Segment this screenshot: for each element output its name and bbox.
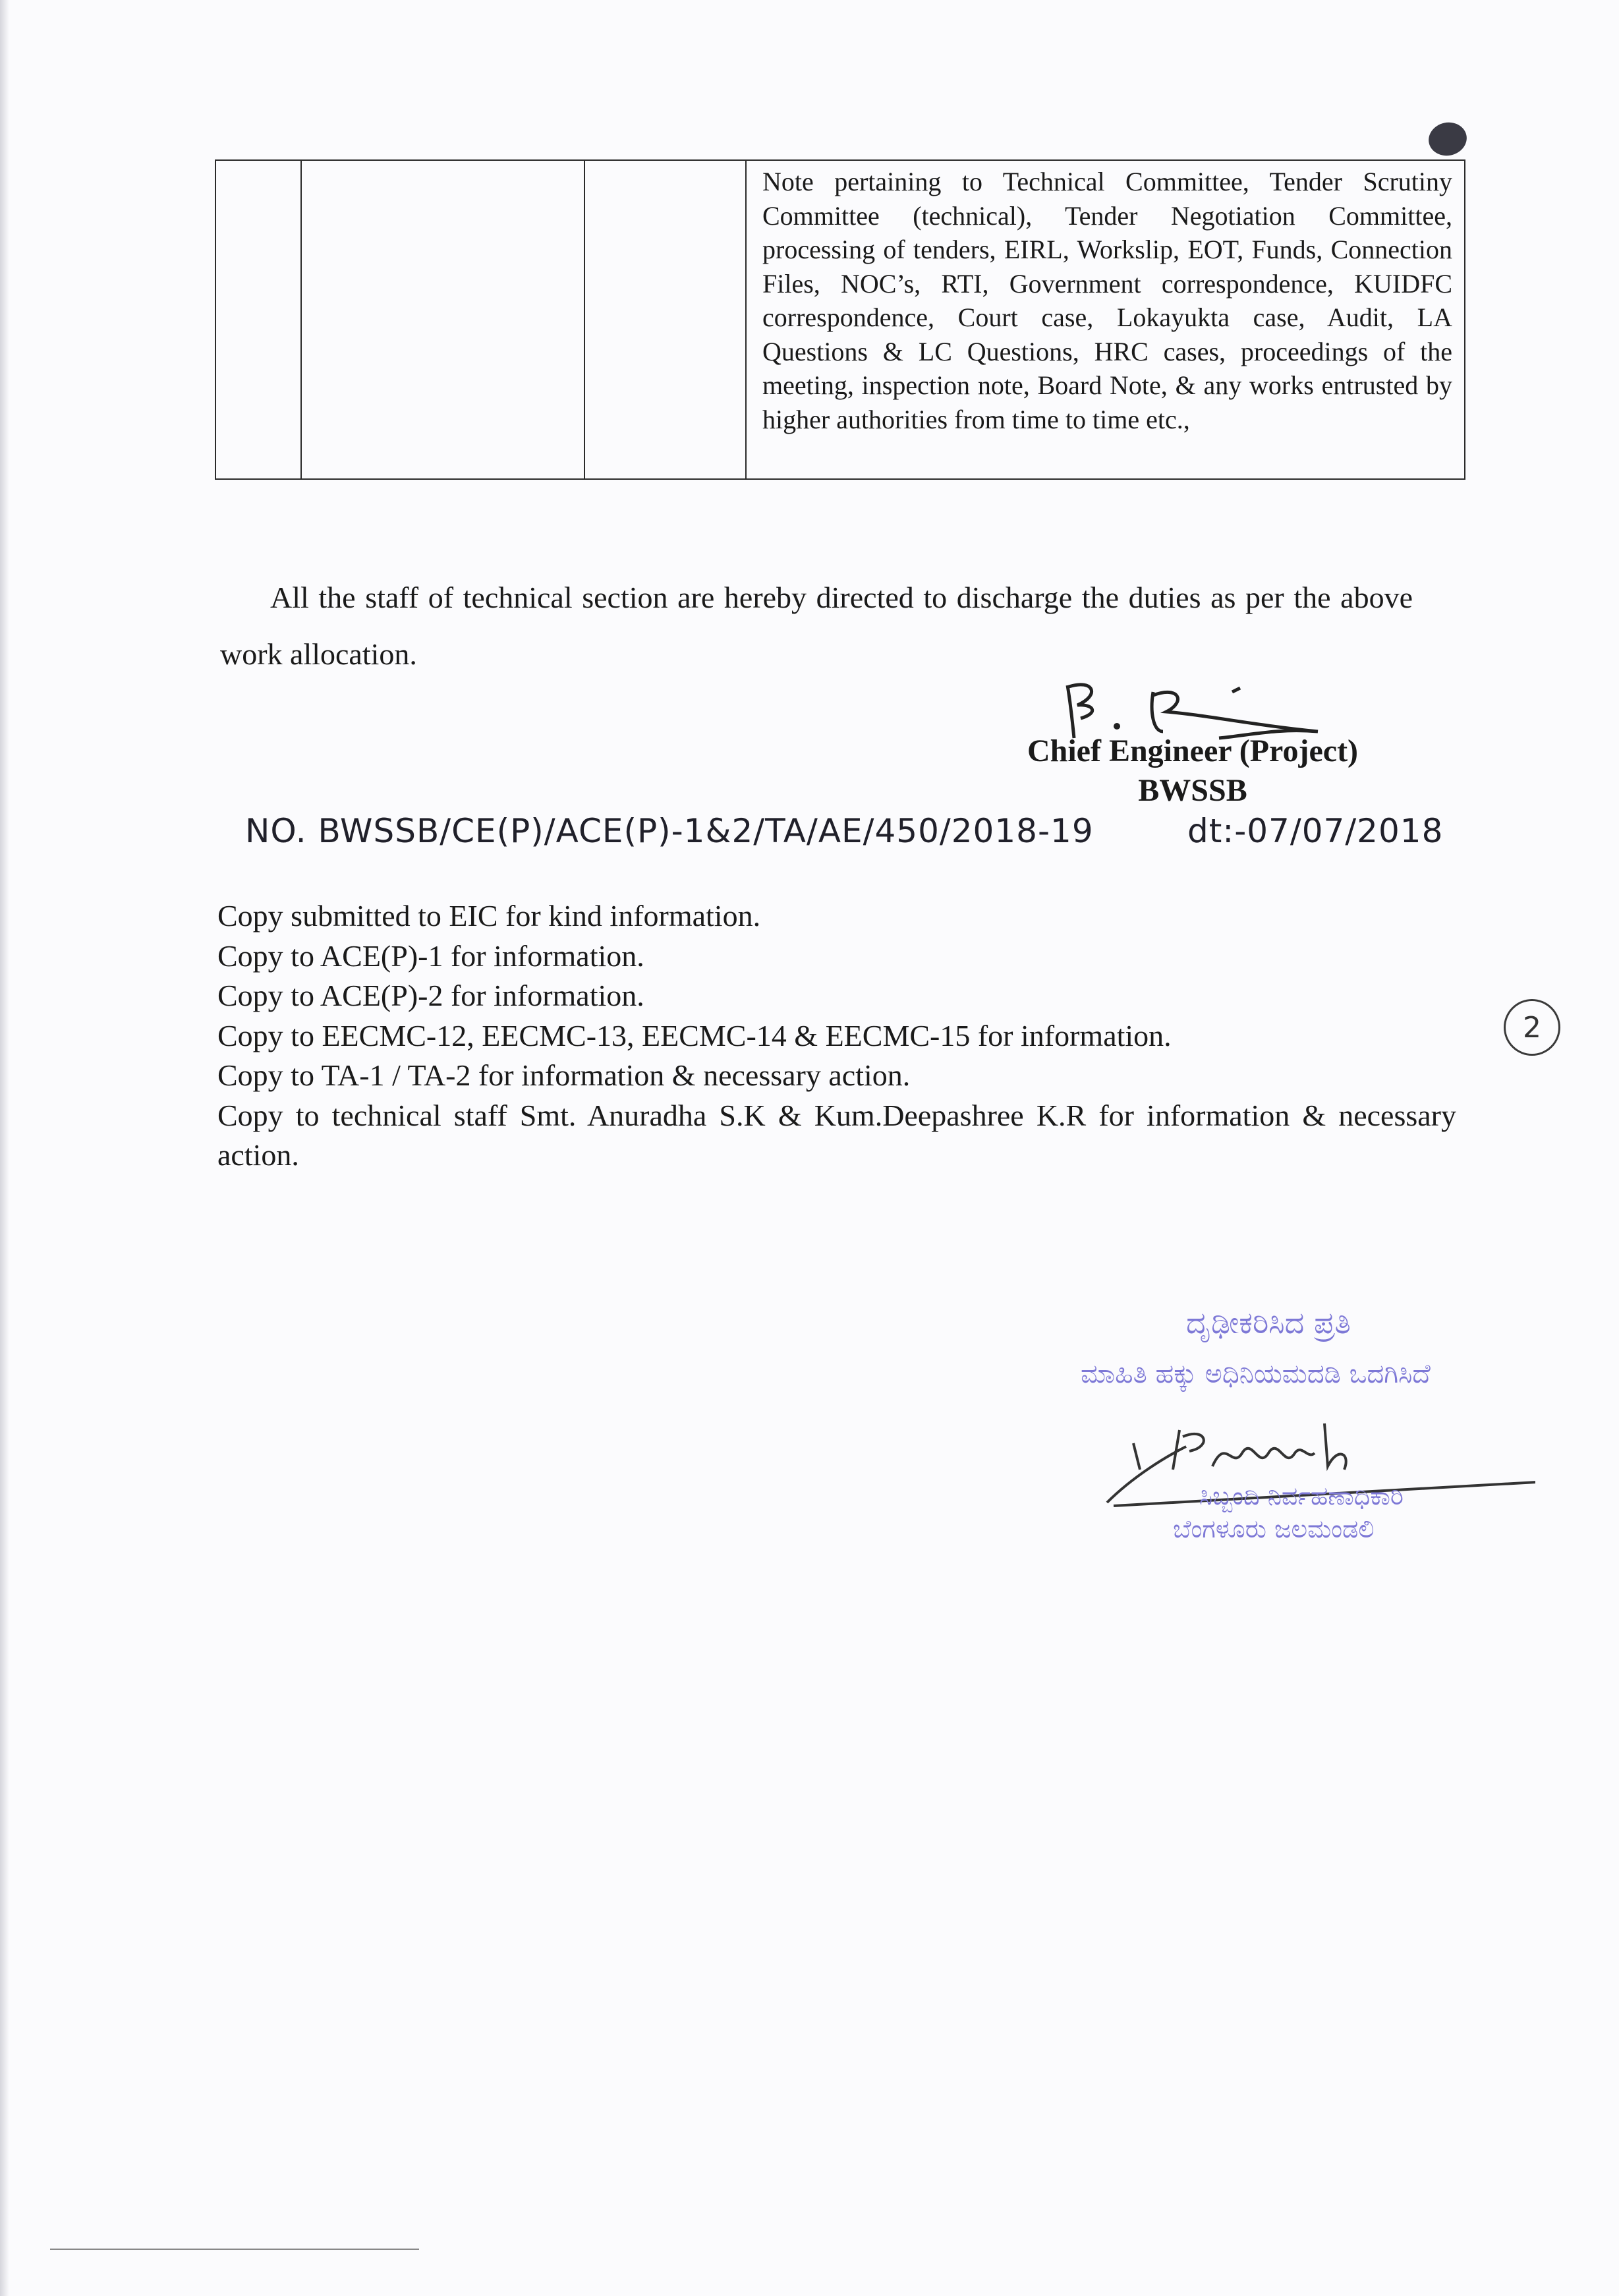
signatory-title: Chief Engineer (Project) (1027, 733, 1359, 768)
stamp-line-1: ದೃಢೀಕರಿಸಿದ ಪ್ರತಿ (1186, 1305, 1351, 1340)
list-item: Copy to ACE(P)-1 for information. (217, 938, 644, 973)
list-item: Copy to technical staff Smt. Anuradha S.K & Kum.Deepashree K.R for information & necessary action. (217, 1098, 1456, 1172)
reference-number: NO. BWSSB/CE(P)/ACE(P)-1&2/TA/AE/450/2018-19 (245, 812, 1094, 850)
punch-hole-mark (1425, 119, 1469, 159)
signature-block (982, 732, 1404, 811)
table-cell-designation (584, 160, 746, 479)
table-cell-duties: Note pertaining to Technical Committee, Tender Scrutiny Committee (technical), Tender Negotiation Committee, processing of tenders, EIRL, Workslip, EOT, Funds, Connection Files, NOC’s, RTI, Government correspondence, KUIDFC correspondence, Court case, Lokayukta case, Audit, LA Questions & LC Questions, HRC cases, proceedings of the meeting, inspection note, Board Note, & any works entrusted by higher authorities from time to time etc., (746, 160, 1465, 479)
table-cell-serial (215, 160, 301, 479)
page-edge-shadow (0, 0, 9, 2296)
attestation-stamp (1074, 1305, 1535, 1582)
page-number-circle: 2 (1504, 999, 1560, 1056)
signatory-org: BWSSB (1138, 773, 1247, 808)
directive-paragraph: All the staff of technical section are hereby directed to discharge the duties as per the above work allocation. (220, 581, 1413, 671)
table-row (215, 160, 1465, 479)
list-item: Copy to EECMC-12, EECMC-13, EECMC-14 & EECMC-15 for information. (217, 1018, 1172, 1052)
stamp-line-2: ಮಾಹಿತಿ ಹಕ್ಕು ಅಧಿನಿಯಮದಡಿ ಒದಗಿಸಿದೆ (1081, 1359, 1431, 1389)
list-item: Copy submitted to EIC for kind information. (217, 899, 761, 933)
reference-line (245, 812, 1444, 850)
table-cell-name (301, 160, 584, 479)
stamp-line-3: ಸಿಬ್ಬಂದಿ ನಿರ್ವಹಣಾಧಿಕಾರಿ (1199, 1481, 1404, 1510)
list-item: Copy to TA-1 / TA-2 for information & necessary action. (217, 1058, 911, 1092)
reference-date: dt:-07/07/2018 (1187, 812, 1444, 850)
stamp-line-4: ಬೆಂಗಳೂರು ಜಲಮಂಡಲಿ (1173, 1514, 1375, 1543)
list-item: Copy to ACE(P)-2 for information. (217, 979, 644, 1012)
work-allocation-table (215, 159, 1465, 480)
bottom-divider (50, 2249, 419, 2250)
copy-distribution-list (217, 896, 1456, 1176)
